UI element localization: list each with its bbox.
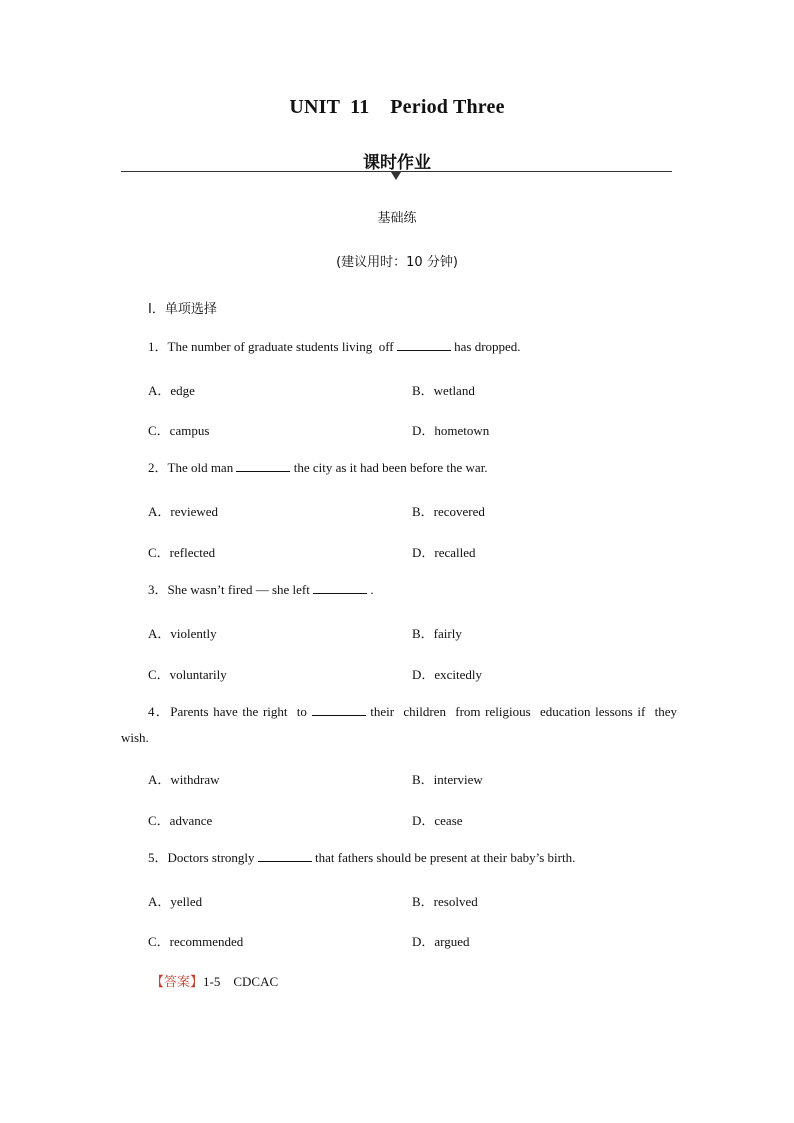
answer-blank xyxy=(312,705,366,716)
question-text: has dropped. xyxy=(450,339,521,354)
option-c: C．voluntarily xyxy=(148,667,227,682)
option-a: A．reviewed xyxy=(148,504,219,519)
question-text: . xyxy=(367,582,374,597)
question-text: the city as it had been before the war. xyxy=(290,460,488,475)
option-a: A．yelled xyxy=(148,894,203,909)
option-b: B．resolved xyxy=(412,894,478,909)
option-d: D．argued xyxy=(412,934,470,949)
question-text: their children from religious education lessons if they wish. xyxy=(121,704,681,745)
part-heading: Ⅰ．单项选择 xyxy=(148,302,217,317)
question-text: 5．Doctors strongly xyxy=(148,850,258,865)
option-d: D．recalled xyxy=(412,545,476,560)
triangle-down-icon xyxy=(391,172,401,180)
option-b: B．interview xyxy=(412,772,483,787)
answer-blank xyxy=(313,583,367,594)
question-1 xyxy=(148,334,521,360)
option-b: B．recovered xyxy=(412,504,485,519)
question-text: 3．She wasn’t fired — she left xyxy=(148,582,314,597)
answer-blank xyxy=(258,851,312,862)
option-c: C．advance xyxy=(148,813,213,828)
page-title: UNIT 11 Period Three xyxy=(289,96,505,118)
option-a: A．edge xyxy=(148,383,195,398)
question-text: 4．Parents have the right to xyxy=(148,704,312,719)
answer-tag: 【答案】 xyxy=(151,975,204,990)
section-heading: 基础练 xyxy=(377,211,417,226)
answer-key xyxy=(151,971,278,990)
page-subtitle: 课时作业 xyxy=(363,153,431,173)
answer-text: 1-5 CDCAC xyxy=(203,974,279,989)
option-d: D．cease xyxy=(412,813,463,828)
option-c: C．reflected xyxy=(148,545,216,560)
option-a: A．violently xyxy=(148,626,217,641)
option-d: D．excitedly xyxy=(412,667,483,682)
question-4 xyxy=(121,699,681,751)
question-5 xyxy=(148,845,575,871)
option-d: D．hometown xyxy=(412,423,490,438)
option-c: C．campus xyxy=(148,423,210,438)
option-b: B．fairly xyxy=(412,626,462,641)
question-text: 2．The old man xyxy=(148,460,237,475)
answer-blank xyxy=(236,461,290,472)
answer-blank xyxy=(397,340,451,351)
question-2 xyxy=(148,455,488,481)
question-text: 1．The number of graduate students living off xyxy=(148,339,397,354)
option-c: C．recommended xyxy=(148,934,244,949)
option-b: B．wetland xyxy=(412,383,475,398)
question-text: that fathers should be present at their baby’s birth. xyxy=(311,850,576,865)
suggested-time: (建议用时：10 分钟) xyxy=(336,255,458,270)
option-a: A．withdraw xyxy=(148,772,220,787)
question-3 xyxy=(148,577,374,603)
